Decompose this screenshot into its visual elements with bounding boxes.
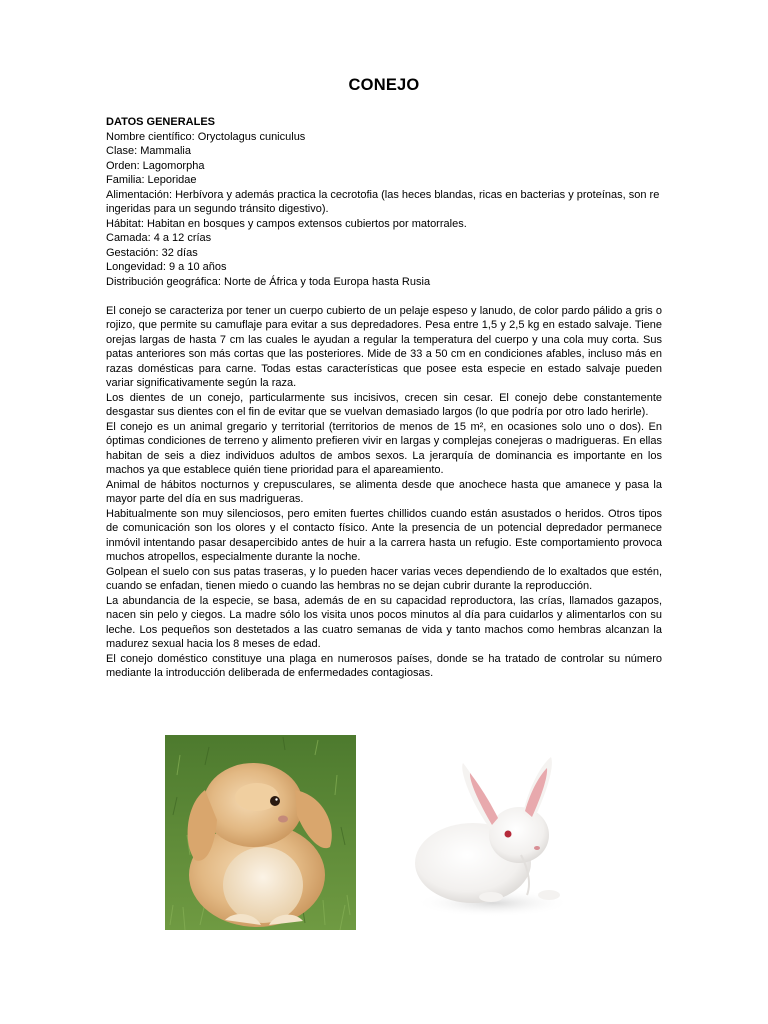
general-line: Longevidad: 9 a 10 años [106,261,227,273]
general-data-list [106,130,662,290]
body-paragraph: El conejo se caracteriza por tener un cuerpo cubierto de un pelaje espeso y lanudo, de color pardo pálido a gris o rojizo, que permite su camuflaje para evitar a sus depredadores. Pesa entre 1,5 y 2,5 kg en estado salvaje. Tiene orejas largas de hasta 7 cm las cuales le ayudan a regular la temperatura del cuerpo y una cola muy corta. Sus patas anteriores son más cortas que las posteriores. Mide de 33 a 50 cm en condiciones afables, incluso más en razas domésticas para carne. Todas estas características que posee esta especie en estado salvaje pueden variar significativamente según la raza. [106,304,662,389]
body-paragraph: El conejo doméstico constituye una plaga en numerosos países, donde se ha tratado de controlar su número mediante la introducción deliberada de enfermedades contagiosas. [106,652,662,679]
general-line: Clase: Mammalia [106,145,191,157]
general-data-heading: DATOS GENERALES [106,116,215,128]
body-paragraph: El conejo es un animal gregario y territorial (territorios de menos de 15 m², en ocasiones solo uno o dos). En óptimas condiciones de terreno y alimento prefieren vivir en largas y complejas conejeras o madrigueras. En ellas habitan de seis a diez individuos adultos de ambos sexos. La jerarquía de dominancia es importante en los machos ya que establece quién tiene prioridad para el apareamiento. [106,420,662,476]
general-line: Nombre científico: Oryctolagus cuniculus [106,130,306,143]
general-line: Familia: Leporidae [106,174,197,186]
spacer [106,289,662,304]
general-line: Distribución geográfica: Norte de África y toda Europa hasta Rusia [106,275,431,288]
general-line: Orden: Lagomorpha [106,159,205,172]
page-title: CONEJO [348,76,420,94]
body-paragraph: Los dientes de un conejo, particularmente sus incisivos, crecen sin cesar. El conejo debe constantemente desgastar sus dientes con el fin de evitar que se vuelvan demasiado largos (lo que podría por otro lado herirle). [106,391,662,418]
white-rabbit-photo [401,735,586,930]
body-paragraph: Habitualmente son muy silenciosos, pero emiten fuertes chillidos cuando están asustados o heridos. Otros tipos de comunicación son los olores y el contacto físico. Ante la presencia de un potencial depredador permanece inmóvil intentando pasar desapercibido antes de huir a la carrera hasta un refugio. Este comportamiento provoca muchos atropellos, especialmente durante la noche. [106,507,662,563]
general-line: Gestación: 32 días [106,246,198,259]
general-line: Hábitat: Habitan en bosques y campos extensos cubiertos por matorrales. [106,217,467,230]
body-paragraph: Animal de hábitos nocturnos y crepusculares, se alimenta desde que anochece hasta que amanece y pasa la mayor parte del día en sus madrigueras. [106,478,662,505]
general-line: Alimentación: Herbívora y además practica la cecrotofia (las heces blandas, ricas en bacterias y proteínas, son re ingeridas para un segundo tránsito digestivo). [106,188,660,215]
body-paragraph: Golpean el suelo con sus patas traseras, y lo pueden hacer varias veces dependiendo de lo exaltados que estén, cuando se enfadan, tienen miedo o cuando las hembras no se dejan cubrir durante la reproducción. [106,565,662,592]
body-paragraph: La abundancia de la especie, se basa, además de en su capacidad reproductora, las crías, llamados gazapos, nacen sin pelo y ciegos. La madre sólo los visita unos pocos minutos al día para cuidarlos y alimentarlos con su leche. Los pequeños son destetados a las cuatro semanas de vida y tanto machos como hembras alcanzan la madurez sexual hacia los 8 meses de edad. [106,594,662,650]
lop-rabbit-photo [165,735,356,930]
document-body [106,115,662,681]
general-line: Camada: 4 a 12 crías [106,232,212,244]
